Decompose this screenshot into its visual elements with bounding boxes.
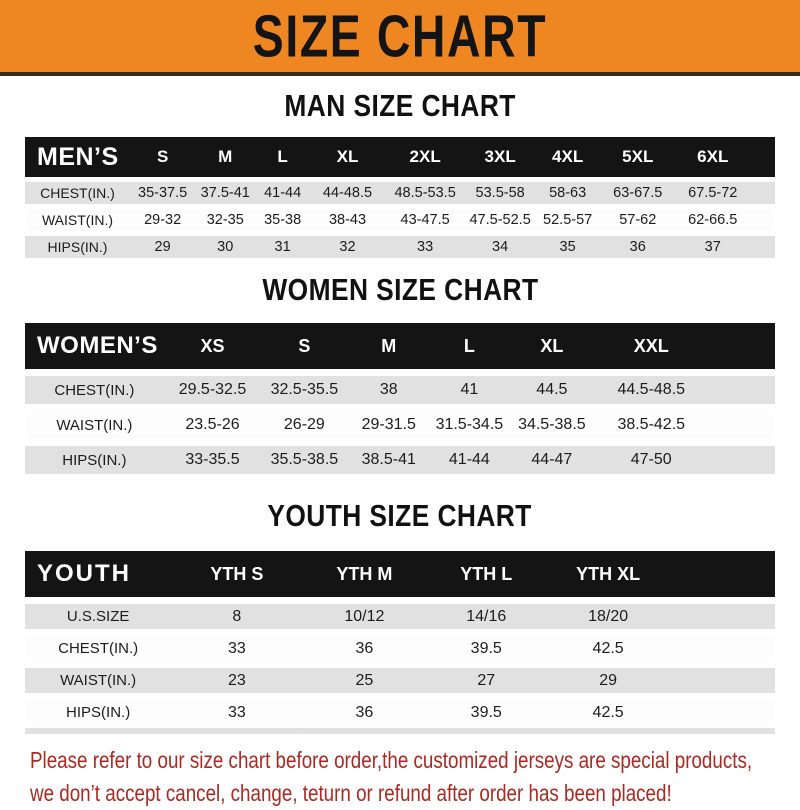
value-cell: 29 (154, 239, 171, 255)
size-chart-banner (0, 0, 800, 76)
value-cell: 63-67.5 (613, 185, 663, 201)
row-label: WAIST(IN.) (41, 212, 114, 228)
value-cell: 57-62 (619, 212, 657, 228)
table-end-strip (25, 728, 775, 734)
youth-size-table (25, 551, 775, 734)
value-cell: 52.5-57 (543, 212, 593, 228)
value-cell: 35.5-38.5 (270, 451, 339, 468)
column-header: XL (336, 147, 359, 166)
value-cell: 43-47.5 (400, 212, 450, 228)
table-row (25, 604, 775, 629)
value-cell: 38-43 (328, 212, 367, 228)
value-cell: 29-32 (144, 212, 182, 228)
men-size-table (25, 137, 775, 258)
column-header: YTH L (460, 563, 513, 584)
value-cell: 39.5 (470, 703, 502, 721)
table-row (25, 376, 775, 404)
row-label: CHEST(IN.) (54, 381, 135, 399)
column-header: XL (540, 335, 564, 356)
value-cell: 58-63 (549, 185, 587, 201)
banner-title: SIZE CHART (252, 2, 548, 70)
value-cell: 47-50 (630, 451, 672, 468)
table-row (25, 182, 775, 204)
man-section-title: MAN SIZE CHART (284, 88, 516, 123)
table-header-label: MEN’S (37, 142, 119, 171)
disclaimer-line-1: Please refer to our size chart before order,the customized jerseys are special products, (30, 747, 753, 773)
order-disclaimer (30, 744, 798, 810)
youth-table-header-bar (25, 551, 775, 597)
column-header: 6XL (697, 147, 729, 166)
row-label: U.S.SIZE (66, 608, 130, 625)
value-cell: 26-29 (283, 416, 325, 433)
value-cell: 29.5-32.5 (178, 381, 247, 398)
disclaimer-line-2: we don’t accept cancel, change, teturn or refund after order has been placed! (30, 780, 672, 806)
table-row (25, 700, 775, 725)
value-cell: 31 (274, 239, 291, 255)
value-cell: 42.5 (592, 703, 624, 721)
column-header: S (156, 147, 169, 166)
value-cell: 10/12 (344, 607, 385, 625)
value-cell: 25 (355, 671, 374, 689)
value-cell: 14/16 (466, 607, 507, 625)
value-cell: 53.5-58 (475, 185, 525, 201)
women-size-table (25, 323, 775, 474)
value-cell: 36 (629, 239, 646, 255)
value-cell: 30 (217, 239, 234, 255)
value-cell: 44-47 (531, 451, 573, 468)
value-cell: 36 (355, 639, 374, 657)
value-cell: 33 (417, 239, 434, 255)
value-cell: 38.5-41 (361, 451, 416, 468)
value-cell: 32-35 (206, 212, 244, 228)
youth-section-title: YOUTH SIZE CHART (267, 498, 533, 533)
value-cell: 67.5-72 (688, 185, 738, 201)
value-cell: 35-38 (264, 212, 302, 228)
value-cell: 41 (460, 381, 479, 398)
value-cell: 32 (339, 239, 356, 255)
column-header: M (381, 335, 397, 356)
column-header: S (298, 335, 311, 356)
column-header: L (277, 147, 288, 166)
row-label: WAIST(IN.) (60, 672, 137, 689)
row-label: WAIST(IN.) (56, 416, 133, 434)
value-cell: 29 (599, 671, 618, 689)
column-header: XS (200, 335, 225, 356)
column-header: XXL (633, 335, 669, 356)
column-header: YTH S (210, 563, 264, 584)
value-cell: 34 (492, 239, 509, 255)
table-row (25, 446, 775, 474)
value-cell: 27 (477, 671, 496, 689)
row-label: HIPS(IN.) (62, 451, 127, 469)
column-header: YTH XL (576, 563, 641, 584)
value-cell: 41-44 (264, 185, 302, 201)
value-cell: 36 (355, 703, 374, 721)
column-header: 4XL (552, 147, 584, 166)
value-cell: 23.5-26 (185, 416, 240, 433)
row-label: CHEST(IN.) (58, 640, 139, 657)
column-header: 2XL (409, 147, 441, 166)
value-cell: 35 (559, 239, 576, 255)
value-cell: 39.5 (470, 639, 502, 657)
table-header-label: WOMEN’S (37, 332, 158, 359)
value-cell: 37.5-41 (200, 185, 250, 201)
value-cell: 33-35.5 (185, 451, 240, 468)
row-label: HIPS(IN.) (47, 239, 108, 255)
table-header-label: YOUTH (37, 560, 131, 587)
value-cell: 62-66.5 (688, 212, 738, 228)
table-row (25, 668, 775, 693)
table-row (25, 236, 775, 258)
men-table-header-bar (25, 137, 775, 177)
column-header: 5XL (622, 147, 654, 166)
table-row (25, 209, 775, 231)
value-cell: 41-44 (448, 451, 490, 468)
women-table-header-bar (25, 323, 775, 369)
value-cell: 33 (227, 703, 246, 721)
value-cell: 32.5-35.5 (270, 381, 339, 398)
table-row (25, 636, 775, 661)
column-header: YTH M (336, 563, 393, 584)
women-section-title: WOMEN SIZE CHART (261, 272, 539, 307)
value-cell: 23 (227, 671, 246, 689)
value-cell: 29-31.5 (361, 416, 416, 433)
value-cell: 47.5-52.5 (469, 212, 531, 228)
value-cell: 18/20 (588, 607, 629, 625)
value-cell: 8 (232, 607, 242, 625)
column-header: 3XL (484, 147, 516, 166)
value-cell: 48.5-53.5 (394, 185, 456, 201)
value-cell: 38 (379, 381, 398, 398)
column-header: M (218, 147, 233, 166)
value-cell: 44.5 (536, 381, 568, 398)
table-row (25, 411, 775, 439)
value-cell: 33 (227, 639, 246, 657)
value-cell: 37 (704, 239, 721, 255)
value-cell: 44.5-48.5 (617, 381, 686, 398)
value-cell: 31.5-34.5 (435, 416, 504, 433)
value-cell: 35-37.5 (138, 185, 188, 201)
row-label: HIPS(IN.) (66, 704, 131, 721)
value-cell: 42.5 (592, 639, 624, 657)
value-cell: 44-48.5 (322, 185, 373, 201)
value-cell: 34.5-38.5 (518, 416, 586, 433)
column-header: L (463, 335, 475, 356)
row-label: CHEST(IN.) (40, 185, 115, 201)
value-cell: 38.5-42.5 (617, 416, 686, 433)
